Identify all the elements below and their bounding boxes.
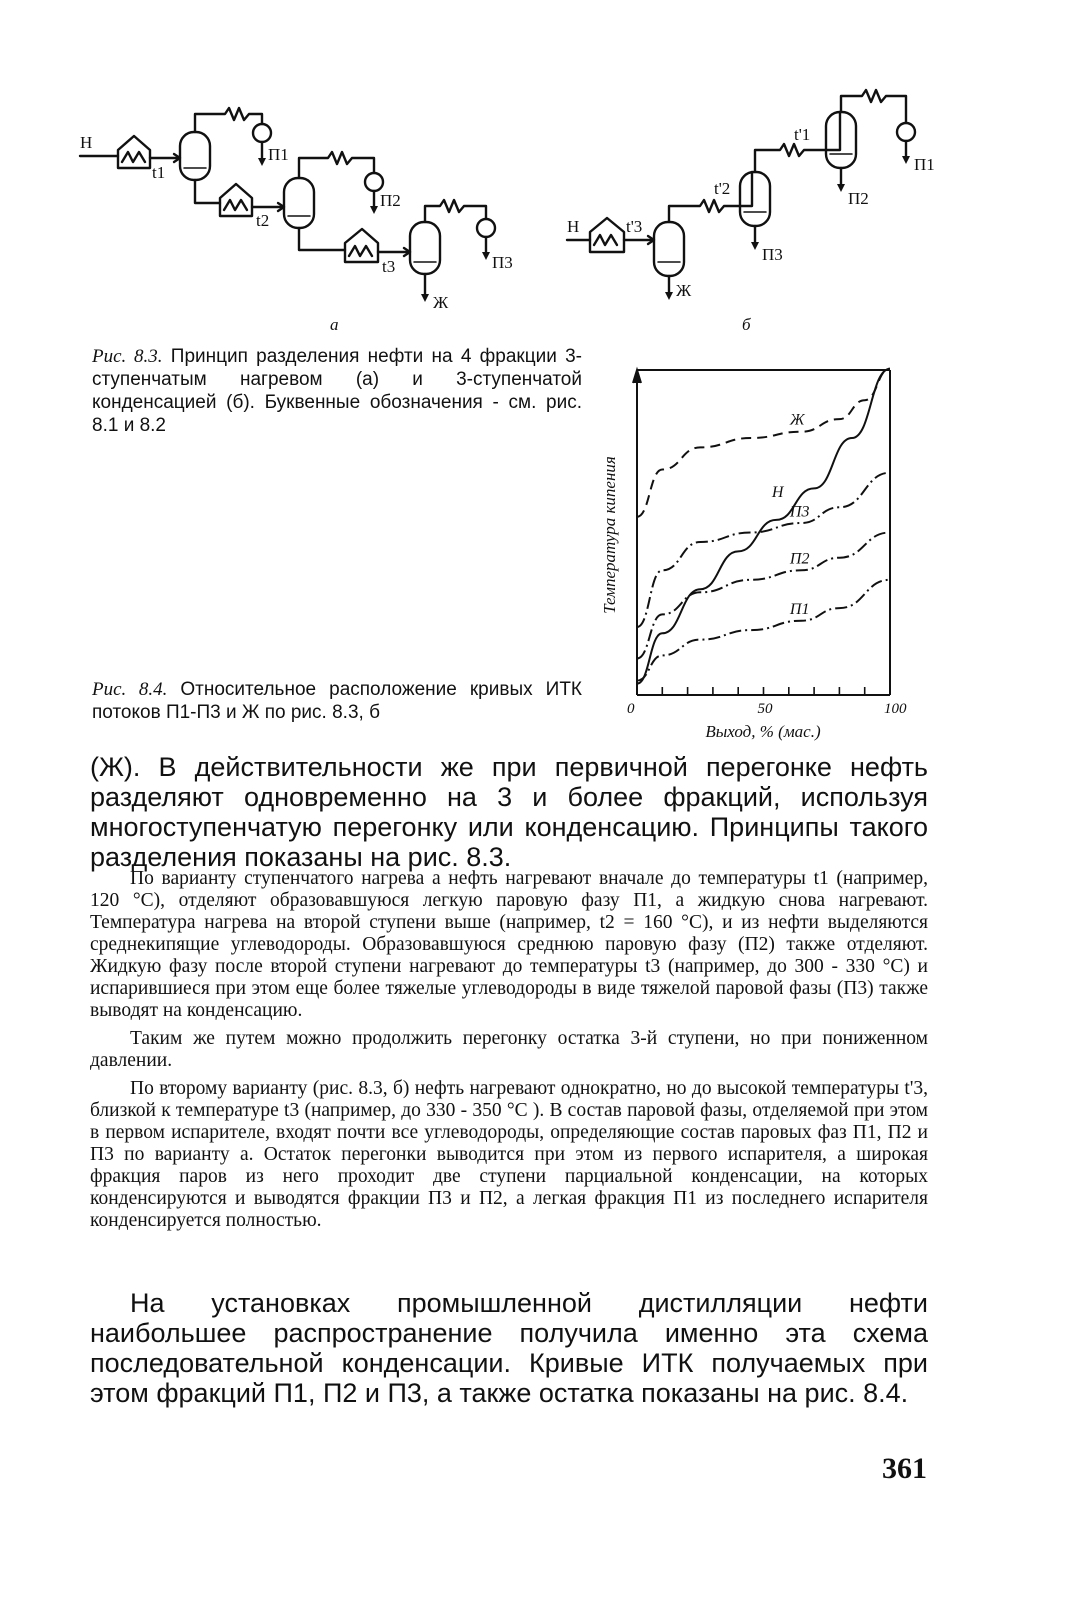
page-number: 361	[882, 1452, 927, 1485]
label-n-b: Н	[567, 217, 580, 236]
label-p1-b: П1	[914, 155, 935, 174]
series-line-4	[637, 580, 890, 681]
label-t3-prime: t'3	[626, 217, 643, 236]
label-n-a: Н	[80, 133, 93, 152]
label-t1: t1	[152, 163, 166, 182]
caption-label: Рис. 8.4.	[92, 679, 168, 700]
label-p2-a: П2	[380, 191, 401, 210]
paragraph-variant-a: По варианту ступенчатого нагрева а нефть нагревают вначале до температуры t1 (например, 120 °С), отделяют образовавшуюся легкую паровую фазу П1, а жидкую снова нагревают. Температура нагрева на второй ступени выше (например, t2 = 160 °С), и из нефти выделяются среднекипящие углеводороды. Образовавшуюся среднюю паровую фазу (П2) также отделяют. Жидкую фазу после второй ступени нагревают до температуры t3 (например, до 300 - 330 °С) и испарившиеся при этом еще более тяжелые углеводороды в виде тяжелой паровой фазы (П3) также выводят на конденсацию.	[90, 868, 928, 1021]
series-line-3	[637, 533, 890, 659]
figure-8-3-caption	[92, 345, 582, 437]
label-zh-a: Ж	[433, 293, 449, 312]
series-label-4: П1	[789, 601, 810, 619]
small-text-block	[90, 868, 928, 1238]
series-line-1	[637, 369, 890, 684]
figure-8-4-chart	[585, 355, 925, 750]
x-tick-label: 50	[757, 701, 773, 717]
paragraph-continuation: Таким же путем можно продолжить перегонку остатка 3-й ступени, но при пониженном давлении.	[90, 1028, 928, 1071]
label-p2-b: П2	[848, 189, 869, 208]
label-t2: t2	[256, 211, 270, 230]
x-tick-label: 0	[627, 701, 635, 717]
caption-label: Рис. 8.3.	[92, 346, 163, 367]
x-axis-label: Выход, % (мас.)	[705, 722, 821, 741]
label-p1-a: П1	[268, 145, 289, 164]
y-axis-label: Температура кипения	[600, 456, 619, 614]
figure-8-4-caption	[92, 678, 582, 724]
paragraph-intro: (Ж). В действительности же при первичной перегонке нефть разделяют одновременно на 3 и более фракций, используя многоступенчатую перегонку или конденсацию. Принципы такого разделения показаны на рис. 8.3.	[90, 752, 928, 872]
label-p3-b: П3	[762, 245, 783, 264]
series-label-1: Н	[771, 484, 784, 502]
label-t3: t3	[382, 257, 396, 276]
series-label-2: П3	[789, 503, 810, 521]
panel-b-label: б	[742, 315, 751, 334]
series-line-2	[637, 473, 890, 627]
label-zh-b: Ж	[676, 281, 692, 300]
panel-a-label: а	[330, 315, 339, 334]
caption-text: Относительное расположение кривых ИТК потоков П1-П3 и Ж по рис. 8.3, б	[92, 679, 582, 723]
label-t1-prime: t'1	[794, 125, 811, 144]
caption-text: Принцип разделения нефти на 4 фракции 3-ступенчатым нагревом (а) и 3-ступенчатой конденсацией (б). Буквенные обозначения - см. рис. 8.1 и 8.2	[92, 346, 582, 436]
paragraph-variant-b: По второму варианту (рис. 8.3, б) нефть нагревают однократно, но до высокой температуры t'3, близкой к температуре t3 (например, до 330 - 350 °С ). В состав паровой фазы, отделяемой при этом в первом испарителе, входят почти все углеводороды, определяющие состав паровых фаз П1, П2 и П3 по варианту а. Остаток перегонки выводится при этом из первого испарителя, а широкая фракция паров из него проходит две ступени парциальной конденсации, на которых конденсируются и выводятся фракции П3 и П2, а легкая фракция П1 из последнего испарителя конденсируется полностью.	[90, 1078, 928, 1231]
series-line-0	[637, 369, 890, 517]
figure-8-3-schemes	[0, 0, 1065, 345]
paragraph-conclusion: На установках промышленной дистилляции нефти наибольшее распространение получила именно эта схема последовательной конденсации. Кривые ИТК получаемых при этом фракций П1, П2 и П3, а также остатка показаны на рис. 8.4.	[90, 1288, 928, 1408]
x-tick-label: 100	[884, 701, 907, 717]
series-label-0: Ж	[789, 411, 805, 429]
series-label-3: П2	[789, 550, 810, 568]
label-t2-prime: t'2	[714, 179, 731, 198]
label-p3-a: П3	[492, 253, 513, 272]
